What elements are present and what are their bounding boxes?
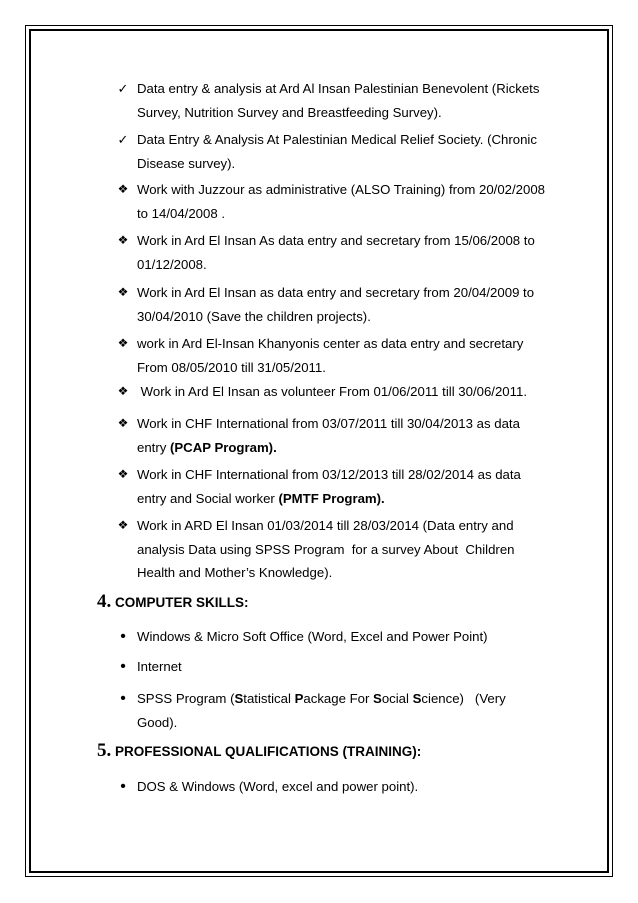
item-line: Good). [137, 714, 178, 730]
section-number: 5. [97, 740, 112, 761]
diamond-icon: ❖ [117, 467, 129, 481]
bullet-dot-icon: • [120, 778, 126, 795]
item-line: entry (PCAP Program). [137, 439, 277, 455]
diamond-icon: ❖ [117, 182, 129, 196]
list-item [117, 463, 547, 510]
item-line: 30/04/2010 (Save the children projects). [137, 308, 371, 324]
section-heading-computer-skills [97, 590, 249, 615]
check-icon: ✓ [117, 132, 129, 147]
item-line: From 08/05/2010 till 31/05/2011. [137, 359, 326, 375]
section-heading-professional-qualifications [97, 739, 421, 764]
list-item [117, 281, 547, 328]
item-line: Work in Ard El Insan as volunteer From 01/06/2011 till 30/06/2011. [137, 384, 527, 399]
item-line: SPSS Program (Statistical Package For Social Science) (Very [137, 691, 506, 706]
item-line: to 14/04/2008 . [137, 205, 225, 221]
item-line: Health and Mother’s Knowledge). [137, 565, 333, 580]
list-item [117, 128, 547, 175]
list-item [120, 775, 547, 799]
item-line: Work in CHF International from 03/12/2013 till 28/02/2014 as data [137, 467, 521, 482]
item-line: Internet [137, 659, 182, 674]
section-title: PROFESSIONAL QUALIFICATIONS (TRAINING): [115, 744, 422, 759]
diamond-icon: ❖ [117, 285, 129, 299]
check-icon: ✓ [117, 81, 129, 96]
list-item [117, 380, 547, 404]
diamond-icon: ❖ [117, 384, 129, 398]
bullet-dot-icon: • [120, 628, 126, 645]
item-line: Disease survey). [137, 155, 236, 171]
item-line: Work in Ard El Insan As data entry and secretary from 15/06/2008 to [137, 233, 535, 248]
diamond-icon: ❖ [117, 233, 129, 247]
diamond-icon: ❖ [117, 518, 129, 532]
item-line: entry and Social worker (PMTF Program). [137, 490, 385, 506]
list-item [117, 412, 547, 459]
list-item [120, 687, 547, 734]
list-item [120, 625, 547, 649]
item-line: Work with Juzzour as administrative (ALSO Training) from 20/02/2008 [137, 182, 546, 197]
diamond-icon: ❖ [117, 416, 129, 430]
list-item [117, 229, 547, 276]
list-item [117, 178, 547, 225]
item-line: Work in CHF International from 03/07/2011 till 30/04/2013 as data [137, 416, 520, 431]
section-number: 4. [97, 591, 112, 612]
list-item [117, 77, 547, 124]
section-title: COMPUTER SKILLS: [115, 595, 249, 610]
bullet-dot-icon: • [120, 658, 126, 675]
item-line: DOS & Windows (Word, excel and power point). [137, 779, 419, 794]
list-item [120, 655, 547, 679]
item-line: Data Entry & Analysis At Palestinian Medical Relief Society. (Chronic [137, 132, 537, 147]
list-item [117, 332, 547, 379]
item-line: 01/12/2008. [137, 256, 207, 272]
item-line: Work in Ard El Insan as data entry and secretary from 20/04/2009 to [137, 285, 535, 300]
item-line: Work in ARD El Insan 01/03/2014 till 28/03/2014 (Data entry and [137, 518, 514, 533]
item-line: Windows & Micro Soft Office (Word, Excel and Power Point) [137, 629, 488, 644]
diamond-icon: ❖ [117, 336, 129, 350]
item-line: Data entry & analysis at Ard Al Insan Palestinian Benevolent (Rickets [137, 81, 540, 96]
item-line: work in Ard El-Insan Khanyonis center as data entry and secretary [137, 336, 524, 351]
list-item [117, 514, 547, 585]
bullet-dot-icon: • [120, 690, 126, 707]
item-line: Survey, Nutrition Survey and Breastfeeding Survey). [137, 104, 442, 120]
item-line: analysis Data using SPSS Program for a survey About Children [137, 541, 515, 557]
